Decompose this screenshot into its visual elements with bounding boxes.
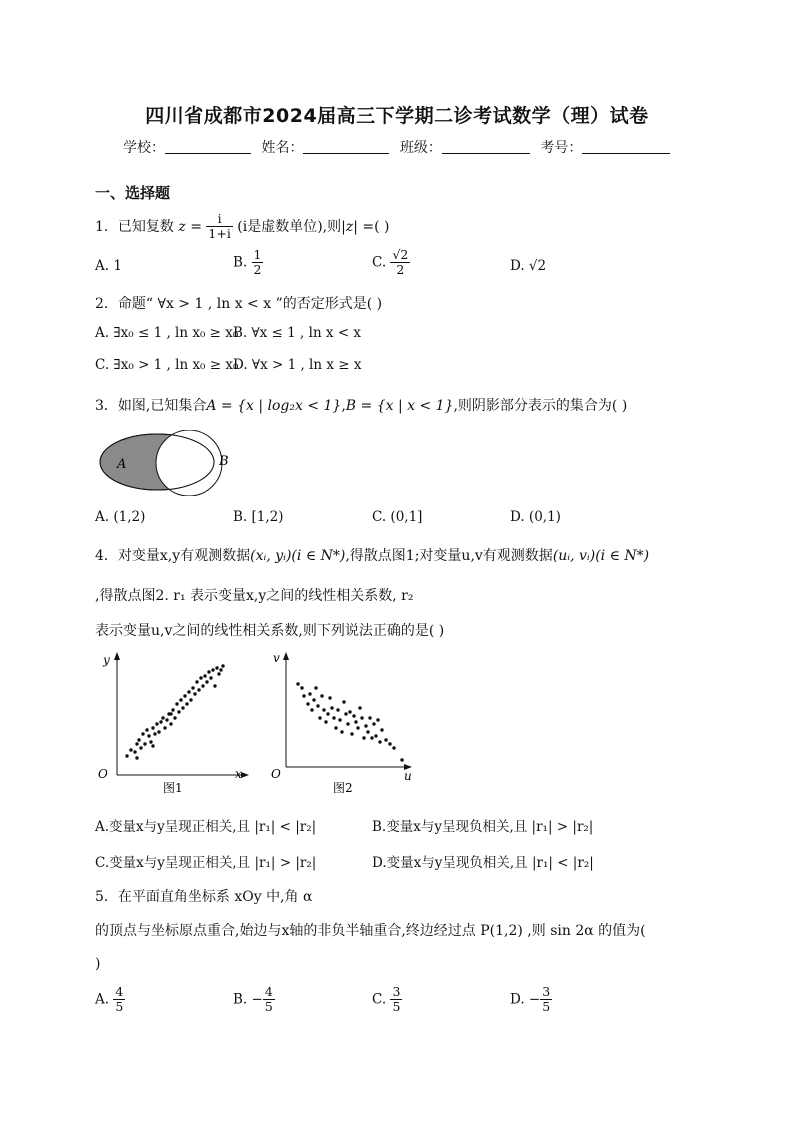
- question-3-stem: [95, 395, 627, 415]
- fig1-scatter-dot: [143, 742, 146, 745]
- fig2-origin: O: [271, 767, 281, 781]
- fig1-scatter-dot: [169, 712, 172, 715]
- venn-label-a: A: [117, 457, 127, 472]
- fig2-scatter-dot: [370, 736, 373, 739]
- fig1-scatter-dot: [135, 742, 138, 745]
- fig2-scatter-dot: [364, 724, 367, 727]
- q3-set-b: B = {x | x < 1}: [345, 398, 454, 414]
- fig2-scatter-dot: [322, 708, 325, 711]
- venn-label-b: B: [219, 454, 229, 469]
- q1-den: 1+i: [208, 226, 231, 242]
- fig1-scatter-dot: [195, 680, 198, 683]
- fig1-scatter-dot: [171, 708, 174, 711]
- fig2-scatter-dot: [384, 738, 387, 741]
- fig1-scatter-dot: [193, 692, 196, 695]
- fig2-scatter-dot: [308, 692, 311, 695]
- fig1-scatter-dot: [153, 732, 156, 735]
- fig2-scatter-dot: [312, 698, 315, 701]
- q3-option-d: D. (0,1): [510, 509, 561, 525]
- fig1-scatter-dot: [157, 730, 160, 733]
- fig1-scatter-dot: [151, 726, 154, 729]
- fig2-scatter-dot: [392, 746, 395, 749]
- q4-l1-c: ,得散点图1;对变量u,v有观测数据: [345, 548, 553, 564]
- fig1-scatter-dot: [211, 668, 214, 671]
- fig2-scatter-dot: [316, 704, 319, 707]
- fig2-scatter-dot: [356, 726, 359, 729]
- q1-text-b: (i是虚数单位),则: [237, 218, 342, 235]
- fig1-scatter-dot: [129, 748, 132, 751]
- scatter-figure-2: [268, 648, 428, 798]
- fig1-scatter-dot: [147, 734, 150, 737]
- fig2-scatter-dot: [350, 732, 353, 735]
- q4-option-a: A.变量x与y呈现正相关,且 |r₁| < |r₂|: [95, 819, 317, 835]
- question-4-line-1: [95, 545, 649, 565]
- fig1-scatter-dot: [221, 664, 224, 667]
- fig2-scatter-dot: [340, 730, 343, 733]
- q2-option-a: A. ∃x₀ ≤ 1 , ln x₀ ≥ x₀: [95, 325, 239, 341]
- fig1-scatter-dot: [179, 698, 182, 701]
- q3-text-b: ,则阴影部分表示的集合为( ): [453, 398, 628, 414]
- fig2-scatter-dot: [400, 758, 403, 761]
- venn-diagram: [95, 430, 255, 496]
- fig1-scatter-dot: [133, 750, 136, 753]
- q3-text-a: 3．如图,已知集合: [95, 398, 207, 414]
- fig1-x-label: x: [235, 767, 242, 781]
- fig1-scatter-dot: [205, 680, 208, 683]
- fig1-scatter-dot: [207, 670, 210, 673]
- fig1-scatter-dot: [213, 684, 216, 687]
- fig1-scatter-dot: [187, 690, 190, 693]
- q1-option-c: [372, 248, 410, 278]
- fig1-scatter-dot: [175, 702, 178, 705]
- q1-b-pre: B.: [233, 254, 248, 271]
- fig1-scatter-dot: [173, 716, 176, 719]
- fig2-scatter-dot: [318, 716, 321, 719]
- school-blank: [165, 139, 251, 154]
- fig2-scatter-dot: [362, 736, 365, 739]
- q5-b-frac: [263, 985, 275, 1015]
- fig2-y-arrow: [283, 652, 289, 660]
- fig1-scatter-dot: [215, 666, 218, 669]
- section-heading: 一、选择题: [95, 184, 171, 202]
- q4-l1-b: (xᵢ, yᵢ)(i ∈ N*): [250, 548, 346, 564]
- q5-d-pre: D. −: [510, 991, 541, 1008]
- fig2-scatter-dot: [368, 716, 371, 719]
- school-label: 学校：: [123, 140, 165, 156]
- q1-text-c: ( ): [374, 218, 390, 235]
- fig1-caption: 图1: [163, 781, 183, 795]
- question-5-line-1: 5．在平面直角坐标系 xOy 中,角 α: [95, 889, 313, 905]
- fig1-y-label: y: [103, 653, 110, 667]
- fig1-scatter-dot: [191, 686, 194, 689]
- q3-option-a: A. (1,2): [95, 509, 146, 525]
- fig1-points: [125, 664, 224, 759]
- q2-option-d: D. ∀x > 1 , ln x ≥ x: [233, 357, 362, 373]
- fig1-scatter-dot: [199, 676, 202, 679]
- fig1-scatter-dot: [135, 756, 138, 759]
- page-title: 四川省成都市2024届高三下学期二诊考试数学（理）试卷: [145, 105, 649, 127]
- fig2-scatter-dot: [352, 714, 355, 717]
- fig1-scatter-dot: [161, 716, 164, 719]
- fig1-scatter-dot: [151, 744, 154, 747]
- fig2-scatter-dot: [296, 682, 299, 685]
- fig1-scatter-dot: [141, 732, 144, 735]
- fig1-x-arrow: [241, 772, 249, 778]
- q3-set-a: A = {x | log₂x < 1}: [206, 398, 342, 414]
- fig2-y-label: v: [273, 651, 280, 665]
- fig2-x-label: u: [404, 769, 412, 783]
- fig1-scatter-dot: [181, 706, 184, 709]
- fig2-scatter-dot: [342, 700, 345, 703]
- fig2-scatter-dot: [378, 740, 381, 743]
- q4-l1-d: (uᵢ, vᵢ)(i ∈ N*): [552, 548, 650, 564]
- question-5-line-2: 的顶点与坐标原点重合,始边与x轴的非负半轴重合,终边经过点 P(1,2) ,则 sin 2α 的值为(: [95, 923, 646, 939]
- fig1-scatter-dot: [139, 746, 142, 749]
- q3-comma: ,: [341, 398, 346, 414]
- fig2-scatter-dot: [376, 718, 379, 721]
- q5-d-den: 5: [542, 999, 551, 1015]
- fig1-scatter-dot: [149, 740, 152, 743]
- question-1-stem: [95, 212, 390, 242]
- q5-c-pre: C.: [372, 991, 387, 1008]
- q1-b-frac: [252, 248, 264, 278]
- q1-text-a: 1．已知复数: [95, 218, 174, 235]
- q5-option-a: [95, 985, 125, 1015]
- q5-option-b: [233, 985, 275, 1015]
- q5-d-num: 3: [542, 984, 551, 999]
- fig2-scatter-dot: [366, 730, 369, 733]
- fig1-scatter-dot: [219, 668, 222, 671]
- q1-fraction: [206, 212, 232, 242]
- question-4-line-2: ,得散点图2. r₁ 表示变量x,y之间的线性相关系数, r₂: [95, 588, 414, 604]
- fig2-points: [296, 682, 403, 761]
- class-label: 班级：: [399, 140, 442, 156]
- fig2-scatter-dot: [348, 710, 351, 713]
- q1-b-den: 2: [253, 262, 262, 278]
- fig2-scatter-dot: [338, 718, 341, 721]
- q5-b-den: 5: [264, 999, 273, 1015]
- q4-option-c: C.变量x与y呈现正相关,且 |r₁| > |r₂|: [95, 855, 317, 871]
- fig2-scatter-dot: [330, 706, 333, 709]
- fig2-scatter-dot: [324, 720, 327, 723]
- fig2-scatter-dot: [388, 742, 391, 745]
- q5-a-pre: A.: [95, 991, 110, 1008]
- fig2-scatter-dot: [300, 686, 303, 689]
- q1-option-a: A. 1: [95, 258, 122, 274]
- fig1-scatter-dot: [163, 726, 166, 729]
- number-label: 考号：: [540, 140, 583, 156]
- fig2-scatter-dot: [314, 686, 317, 689]
- q1-b-num: 1: [253, 247, 262, 262]
- fig1-scatter-dot: [169, 722, 172, 725]
- fig2-scatter-dot: [326, 712, 329, 715]
- q1-option-d: D. √2: [510, 258, 547, 274]
- fig1-origin: O: [98, 767, 108, 781]
- fig2-scatter-dot: [374, 734, 377, 737]
- fig1-scatter-dot: [197, 688, 200, 691]
- q2-option-c: C. ∃x₀ > 1 , ln x₀ ≥ x₀: [95, 357, 239, 373]
- q1-z: z =: [178, 218, 202, 235]
- fig2-scatter-dot: [372, 722, 375, 725]
- q3-option-b: B. [1,2): [233, 509, 284, 525]
- q5-option-d: [510, 985, 552, 1015]
- number-blank: [582, 139, 670, 154]
- fig1-scatter-dot: [185, 702, 188, 705]
- fig2-scatter-dot: [358, 706, 361, 709]
- q5-c-frac: [390, 985, 402, 1015]
- question-5-line-3: ): [95, 956, 101, 972]
- q4-option-b: B.变量x与y呈现负相关,且 |r₁| > |r₂|: [372, 819, 594, 835]
- fig1-scatter-dot: [165, 718, 168, 721]
- q5-option-c: [372, 985, 402, 1015]
- fig1-scatter-dot: [209, 676, 212, 679]
- question-2-stem: 2．命题“ ∀x > 1 , ln x < x ”的否定形式是( ): [95, 296, 383, 312]
- fig2-scatter-dot: [306, 702, 309, 705]
- q4-option-d: D.变量x与y呈现负相关,且 |r₁| < |r₂|: [372, 855, 594, 871]
- student-info-line: [123, 137, 676, 157]
- fig1-scatter-dot: [183, 694, 186, 697]
- class-blank: [442, 139, 530, 154]
- scatter-figure-1: [95, 648, 255, 798]
- fig1-scatter-dot: [189, 698, 192, 701]
- fig2-scatter-dot: [310, 708, 313, 711]
- fig1-scatter-dot: [217, 672, 220, 675]
- q2-option-b: B. ∀x ≤ 1 , ln x < x: [233, 325, 362, 341]
- q5-a-num: 4: [115, 984, 124, 999]
- fig1-scatter-dot: [145, 728, 148, 731]
- q5-d-frac: [540, 985, 552, 1015]
- q5-b-pre: B. −: [233, 991, 263, 1008]
- fig1-scatter-dot: [201, 684, 204, 687]
- q1-c-den: 2: [396, 262, 405, 278]
- fig2-scatter-dot: [354, 720, 357, 723]
- fig2-scatter-dot: [346, 722, 349, 725]
- fig2-scatter-dot: [302, 694, 305, 697]
- fig1-scatter-dot: [159, 720, 162, 723]
- fig2-scatter-dot: [380, 728, 383, 731]
- q5-a-den: 5: [115, 999, 124, 1015]
- q1-abs: |z| =: [341, 218, 375, 235]
- question-4-line-3: 表示变量u,v之间的线性相关系数,则下列说法正确的是( ): [95, 623, 445, 639]
- fig2-caption: 图2: [333, 781, 353, 795]
- fig1-scatter-dot: [125, 754, 128, 757]
- fig2-scatter-dot: [332, 716, 335, 719]
- fig1-scatter-dot: [155, 722, 158, 725]
- q1-c-frac: [390, 248, 410, 278]
- q3-option-c: C. (0,1]: [372, 509, 423, 525]
- fig1-scatter-dot: [137, 738, 140, 741]
- fig2-scatter-dot: [334, 726, 337, 729]
- fig2-scatter-dot: [336, 708, 339, 711]
- q5-a-frac: [113, 985, 125, 1015]
- q5-b-num: 4: [264, 984, 273, 999]
- fig2-scatter-dot: [344, 712, 347, 715]
- fig1-scatter-dot: [203, 674, 206, 677]
- q5-c-den: 5: [392, 999, 401, 1015]
- name-blank: [303, 139, 389, 154]
- fig2-scatter-dot: [328, 696, 331, 699]
- fig1-y-arrow: [114, 652, 120, 660]
- q1-c-pre: C.: [372, 254, 387, 271]
- q1-num: i: [206, 212, 232, 227]
- fig1-scatter-dot: [177, 710, 180, 713]
- q4-l1-a: 4．对变量x,y有观测数据: [95, 548, 251, 564]
- q1-c-num: √2: [392, 247, 409, 262]
- q5-c-num: 3: [392, 984, 401, 999]
- q1-option-b: [233, 248, 263, 278]
- fig2-scatter-dot: [360, 716, 363, 719]
- name-label: 姓名：: [261, 140, 304, 156]
- fig2-scatter-dot: [320, 694, 323, 697]
